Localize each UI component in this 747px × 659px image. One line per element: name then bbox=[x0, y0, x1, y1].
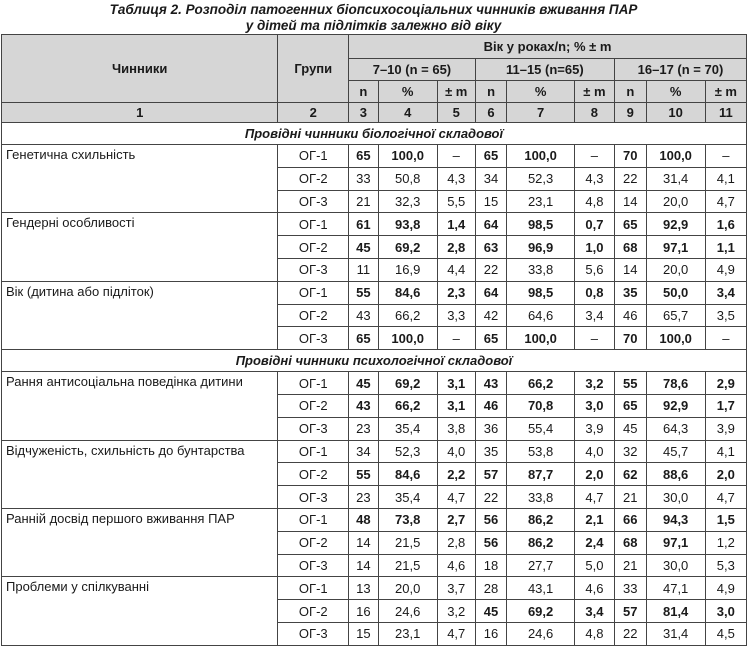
value-cell: 0,7 bbox=[574, 213, 614, 236]
value-cell: 5,5 bbox=[437, 190, 475, 213]
value-cell: 33 bbox=[614, 577, 646, 600]
value-cell: 24,6 bbox=[507, 622, 575, 645]
value-cell: 3,9 bbox=[705, 417, 746, 440]
value-cell: 66,2 bbox=[378, 394, 437, 417]
group-cell: ОГ-1 bbox=[278, 281, 349, 304]
header-sub: n bbox=[349, 81, 379, 103]
factor-name: Рання антисоціальна поведінка дитини bbox=[2, 372, 278, 440]
value-cell: 3,4 bbox=[574, 304, 614, 327]
value-cell: 50,0 bbox=[646, 281, 705, 304]
value-cell: 69,2 bbox=[378, 372, 437, 395]
value-cell: 100,0 bbox=[378, 145, 437, 168]
header-sub: ± m bbox=[437, 81, 475, 103]
value-cell: 3,1 bbox=[437, 394, 475, 417]
value-cell: 22 bbox=[475, 486, 507, 509]
header-sub: n bbox=[614, 81, 646, 103]
value-cell: 86,2 bbox=[507, 531, 575, 554]
value-cell: 98,5 bbox=[507, 213, 575, 236]
value-cell: 20,0 bbox=[646, 190, 705, 213]
value-cell: 1,6 bbox=[705, 213, 746, 236]
factor-name: Гендерні особливості bbox=[2, 213, 278, 281]
value-cell: 18 bbox=[475, 554, 507, 577]
header-age: Вік у роках/n; % ± m bbox=[349, 35, 747, 59]
value-cell: 4,5 bbox=[705, 622, 746, 645]
value-cell: 96,9 bbox=[507, 236, 575, 259]
value-cell: 56 bbox=[475, 508, 507, 531]
value-cell: 43 bbox=[349, 394, 379, 417]
value-cell: 98,5 bbox=[507, 281, 575, 304]
value-cell: 61 bbox=[349, 213, 379, 236]
value-cell: 3,5 bbox=[705, 304, 746, 327]
column-number: 1 bbox=[2, 103, 278, 123]
column-number: 8 bbox=[574, 103, 614, 123]
table-row bbox=[2, 145, 747, 168]
value-cell: 2,1 bbox=[574, 508, 614, 531]
value-cell: 1,4 bbox=[437, 213, 475, 236]
value-cell: 22 bbox=[475, 258, 507, 281]
value-cell: 70 bbox=[614, 327, 646, 350]
value-cell: 4,1 bbox=[705, 440, 746, 463]
value-cell: 35,4 bbox=[378, 417, 437, 440]
value-cell: 2,2 bbox=[437, 463, 475, 486]
header-groups: Групи bbox=[278, 35, 349, 103]
value-cell: 4,8 bbox=[574, 190, 614, 213]
value-cell: 52,3 bbox=[507, 167, 575, 190]
value-cell: 4,4 bbox=[437, 258, 475, 281]
value-cell: 4,3 bbox=[574, 167, 614, 190]
value-cell: 5,6 bbox=[574, 258, 614, 281]
value-cell: 35 bbox=[614, 281, 646, 304]
value-cell: 21 bbox=[614, 486, 646, 509]
section-header-row bbox=[2, 123, 747, 145]
value-cell: 3,7 bbox=[437, 577, 475, 600]
value-cell: 65 bbox=[475, 145, 507, 168]
header-sub: ± m bbox=[705, 81, 746, 103]
title-line-2: у дітей та підлітків залежно від віку bbox=[245, 18, 502, 33]
value-cell: 15 bbox=[349, 622, 379, 645]
value-cell: 4,8 bbox=[574, 622, 614, 645]
value-cell: 97,1 bbox=[646, 236, 705, 259]
value-cell: 4,6 bbox=[437, 554, 475, 577]
value-cell: 63 bbox=[475, 236, 507, 259]
group-cell: ОГ-1 bbox=[278, 440, 349, 463]
value-cell: 5,0 bbox=[574, 554, 614, 577]
value-cell: 33,8 bbox=[507, 486, 575, 509]
value-cell: 14 bbox=[614, 190, 646, 213]
value-cell: 16 bbox=[349, 600, 379, 623]
header-age-group: 16–17 (n = 70) bbox=[614, 59, 746, 81]
value-cell: 68 bbox=[614, 236, 646, 259]
value-cell: 45 bbox=[349, 372, 379, 395]
value-cell: 43 bbox=[475, 372, 507, 395]
value-cell: 55,4 bbox=[507, 417, 575, 440]
group-cell: ОГ-3 bbox=[278, 554, 349, 577]
value-cell: 100,0 bbox=[378, 327, 437, 350]
value-cell: 4,9 bbox=[705, 258, 746, 281]
value-cell: 65 bbox=[349, 145, 379, 168]
value-cell: 62 bbox=[614, 463, 646, 486]
value-cell: 4,7 bbox=[574, 486, 614, 509]
group-cell: ОГ-2 bbox=[278, 531, 349, 554]
value-cell: 48 bbox=[349, 508, 379, 531]
value-cell: 31,4 bbox=[646, 167, 705, 190]
group-cell: ОГ-1 bbox=[278, 372, 349, 395]
header-sub: ± m bbox=[574, 81, 614, 103]
value-cell: 93,8 bbox=[378, 213, 437, 236]
value-cell: 56 bbox=[475, 531, 507, 554]
value-cell: 4,0 bbox=[574, 440, 614, 463]
value-cell: 1,5 bbox=[705, 508, 746, 531]
column-number: 11 bbox=[705, 103, 746, 123]
value-cell: 16 bbox=[475, 622, 507, 645]
value-cell: 4,7 bbox=[705, 486, 746, 509]
value-cell: 86,2 bbox=[507, 508, 575, 531]
column-number: 4 bbox=[378, 103, 437, 123]
group-cell: ОГ-3 bbox=[278, 486, 349, 509]
value-cell: 64,3 bbox=[646, 417, 705, 440]
value-cell: 21,5 bbox=[378, 554, 437, 577]
value-cell: 30,0 bbox=[646, 486, 705, 509]
group-cell: ОГ-1 bbox=[278, 508, 349, 531]
value-cell: 14 bbox=[614, 258, 646, 281]
value-cell: 23 bbox=[349, 417, 379, 440]
value-cell: 64 bbox=[475, 281, 507, 304]
value-cell: 53,8 bbox=[507, 440, 575, 463]
value-cell: 50,8 bbox=[378, 167, 437, 190]
section-title: Провідні чинники психологічної складової bbox=[2, 350, 747, 372]
value-cell: 24,6 bbox=[378, 600, 437, 623]
value-cell: – bbox=[705, 327, 746, 350]
value-cell: 4,3 bbox=[437, 167, 475, 190]
header-age-group: 7–10 (n = 65) bbox=[349, 59, 476, 81]
value-cell: 42 bbox=[475, 304, 507, 327]
value-cell: 2,8 bbox=[437, 236, 475, 259]
value-cell: 36 bbox=[475, 417, 507, 440]
value-cell: 4,1 bbox=[705, 167, 746, 190]
value-cell: 4,9 bbox=[705, 577, 746, 600]
group-cell: ОГ-2 bbox=[278, 600, 349, 623]
value-cell: 15 bbox=[475, 190, 507, 213]
value-cell: 2,8 bbox=[437, 531, 475, 554]
value-cell: 2,3 bbox=[437, 281, 475, 304]
header-factors: Чинники bbox=[2, 35, 278, 103]
column-number: 2 bbox=[278, 103, 349, 123]
value-cell: 84,6 bbox=[378, 281, 437, 304]
value-cell: 16,9 bbox=[378, 258, 437, 281]
value-cell: 43,1 bbox=[507, 577, 575, 600]
value-cell: 64 bbox=[475, 213, 507, 236]
value-cell: 4,6 bbox=[574, 577, 614, 600]
value-cell: 52,3 bbox=[378, 440, 437, 463]
section-header-row bbox=[2, 350, 747, 372]
value-cell: 3,0 bbox=[574, 394, 614, 417]
table-row bbox=[2, 213, 747, 236]
factor-name: Проблеми у спілкуванні bbox=[2, 577, 278, 645]
value-cell: 2,0 bbox=[705, 463, 746, 486]
value-cell: 100,0 bbox=[646, 327, 705, 350]
value-cell: 14 bbox=[349, 531, 379, 554]
group-cell: ОГ-1 bbox=[278, 145, 349, 168]
header-sub: % bbox=[646, 81, 705, 103]
value-cell: 23 bbox=[349, 486, 379, 509]
value-cell: 4,7 bbox=[705, 190, 746, 213]
value-cell: 33,8 bbox=[507, 258, 575, 281]
value-cell: 34 bbox=[349, 440, 379, 463]
value-cell: 31,4 bbox=[646, 622, 705, 645]
table-row bbox=[2, 372, 747, 395]
factor-name: Генетична схильність bbox=[2, 145, 278, 213]
value-cell: 69,2 bbox=[507, 600, 575, 623]
value-cell: 21 bbox=[349, 190, 379, 213]
value-cell: 45,7 bbox=[646, 440, 705, 463]
factor-name: Відчуженість, схильність до бунтарства bbox=[2, 440, 278, 508]
value-cell: 66,2 bbox=[378, 304, 437, 327]
value-cell: 66 bbox=[614, 508, 646, 531]
value-cell: 68 bbox=[614, 531, 646, 554]
value-cell: 69,2 bbox=[378, 236, 437, 259]
column-number: 9 bbox=[614, 103, 646, 123]
value-cell: 57 bbox=[475, 463, 507, 486]
value-cell: 65 bbox=[475, 327, 507, 350]
value-cell: 4,7 bbox=[437, 486, 475, 509]
table-title bbox=[0, 0, 747, 34]
value-cell: 84,6 bbox=[378, 463, 437, 486]
value-cell: 55 bbox=[349, 281, 379, 304]
value-cell: 3,4 bbox=[574, 600, 614, 623]
table-row bbox=[2, 440, 747, 463]
value-cell: 70,8 bbox=[507, 394, 575, 417]
group-cell: ОГ-3 bbox=[278, 327, 349, 350]
group-cell: ОГ-2 bbox=[278, 304, 349, 327]
value-cell: 94,3 bbox=[646, 508, 705, 531]
value-cell: 70 bbox=[614, 145, 646, 168]
value-cell: 65,7 bbox=[646, 304, 705, 327]
value-cell: 3,1 bbox=[437, 372, 475, 395]
table-row bbox=[2, 281, 747, 304]
value-cell: 100,0 bbox=[507, 145, 575, 168]
value-cell: 55 bbox=[614, 372, 646, 395]
value-cell: 23,1 bbox=[378, 622, 437, 645]
header-sub: n bbox=[475, 81, 507, 103]
value-cell: 57 bbox=[614, 600, 646, 623]
value-cell: 47,1 bbox=[646, 577, 705, 600]
value-cell: 0,8 bbox=[574, 281, 614, 304]
value-cell: – bbox=[437, 327, 475, 350]
value-cell: 45 bbox=[614, 417, 646, 440]
value-cell: – bbox=[574, 145, 614, 168]
value-cell: 65 bbox=[614, 394, 646, 417]
column-numbers-row bbox=[2, 103, 747, 123]
column-number: 6 bbox=[475, 103, 507, 123]
value-cell: 78,6 bbox=[646, 372, 705, 395]
value-cell: 2,9 bbox=[705, 372, 746, 395]
value-cell: 65 bbox=[349, 327, 379, 350]
group-cell: ОГ-3 bbox=[278, 417, 349, 440]
data-table bbox=[1, 34, 747, 646]
value-cell: – bbox=[574, 327, 614, 350]
value-cell: 100,0 bbox=[507, 327, 575, 350]
value-cell: 13 bbox=[349, 577, 379, 600]
value-cell: 35,4 bbox=[378, 486, 437, 509]
value-cell: 88,6 bbox=[646, 463, 705, 486]
value-cell: 45 bbox=[475, 600, 507, 623]
value-cell: 1,0 bbox=[574, 236, 614, 259]
value-cell: 22 bbox=[614, 622, 646, 645]
value-cell: 3,4 bbox=[705, 281, 746, 304]
value-cell: 1,7 bbox=[705, 394, 746, 417]
value-cell: 3,2 bbox=[574, 372, 614, 395]
group-cell: ОГ-2 bbox=[278, 394, 349, 417]
value-cell: 92,9 bbox=[646, 213, 705, 236]
table-body bbox=[2, 123, 747, 646]
value-cell: 46 bbox=[475, 394, 507, 417]
value-cell: 14 bbox=[349, 554, 379, 577]
value-cell: 35 bbox=[475, 440, 507, 463]
group-cell: ОГ-2 bbox=[278, 463, 349, 486]
value-cell: 100,0 bbox=[646, 145, 705, 168]
group-cell: ОГ-2 bbox=[278, 236, 349, 259]
header-sub: % bbox=[378, 81, 437, 103]
value-cell: 32,3 bbox=[378, 190, 437, 213]
column-number: 5 bbox=[437, 103, 475, 123]
value-cell: 97,1 bbox=[646, 531, 705, 554]
value-cell: 32 bbox=[614, 440, 646, 463]
value-cell: 22 bbox=[614, 167, 646, 190]
value-cell: 3,3 bbox=[437, 304, 475, 327]
column-number: 10 bbox=[646, 103, 705, 123]
table-row bbox=[2, 577, 747, 600]
group-cell: ОГ-1 bbox=[278, 577, 349, 600]
value-cell: 11 bbox=[349, 258, 379, 281]
value-cell: 73,8 bbox=[378, 508, 437, 531]
value-cell: 5,3 bbox=[705, 554, 746, 577]
group-cell: ОГ-1 bbox=[278, 213, 349, 236]
value-cell: 43 bbox=[349, 304, 379, 327]
value-cell: 45 bbox=[349, 236, 379, 259]
value-cell: 23,1 bbox=[507, 190, 575, 213]
column-number: 3 bbox=[349, 103, 379, 123]
value-cell: 2,0 bbox=[574, 463, 614, 486]
header-sub: % bbox=[507, 81, 575, 103]
value-cell: 21 bbox=[614, 554, 646, 577]
value-cell: – bbox=[437, 145, 475, 168]
value-cell: 46 bbox=[614, 304, 646, 327]
value-cell: 87,7 bbox=[507, 463, 575, 486]
value-cell: 21,5 bbox=[378, 531, 437, 554]
group-cell: ОГ-3 bbox=[278, 622, 349, 645]
header-age-group: 11–15 (n=65) bbox=[475, 59, 614, 81]
value-cell: 2,4 bbox=[574, 531, 614, 554]
table-row bbox=[2, 508, 747, 531]
column-number: 7 bbox=[507, 103, 575, 123]
value-cell: 20,0 bbox=[646, 258, 705, 281]
value-cell: 66,2 bbox=[507, 372, 575, 395]
group-cell: ОГ-3 bbox=[278, 258, 349, 281]
value-cell: 34 bbox=[475, 167, 507, 190]
group-cell: ОГ-2 bbox=[278, 167, 349, 190]
value-cell: 64,6 bbox=[507, 304, 575, 327]
factor-name: Вік (дитина або підліток) bbox=[2, 281, 278, 349]
section-title: Провідні чинники біологічної складової bbox=[2, 123, 747, 145]
value-cell: 28 bbox=[475, 577, 507, 600]
value-cell: 3,9 bbox=[574, 417, 614, 440]
value-cell: 55 bbox=[349, 463, 379, 486]
value-cell: 65 bbox=[614, 213, 646, 236]
value-cell: 1,2 bbox=[705, 531, 746, 554]
value-cell: 81,4 bbox=[646, 600, 705, 623]
value-cell: 4,7 bbox=[437, 622, 475, 645]
group-cell: ОГ-3 bbox=[278, 190, 349, 213]
value-cell: 33 bbox=[349, 167, 379, 190]
value-cell: 1,1 bbox=[705, 236, 746, 259]
value-cell: 27,7 bbox=[507, 554, 575, 577]
value-cell: 3,8 bbox=[437, 417, 475, 440]
value-cell: 2,7 bbox=[437, 508, 475, 531]
value-cell: 92,9 bbox=[646, 394, 705, 417]
value-cell: 3,0 bbox=[705, 600, 746, 623]
value-cell: 30,0 bbox=[646, 554, 705, 577]
value-cell: 4,0 bbox=[437, 440, 475, 463]
factor-name: Ранній досвід першого вживання ПАР bbox=[2, 508, 278, 576]
value-cell: 20,0 bbox=[378, 577, 437, 600]
value-cell: 3,2 bbox=[437, 600, 475, 623]
title-line-1: Таблиця 2. Розподіл патогенних біопсихосоціальних чинників вживання ПАР bbox=[109, 2, 638, 17]
value-cell: – bbox=[705, 145, 746, 168]
